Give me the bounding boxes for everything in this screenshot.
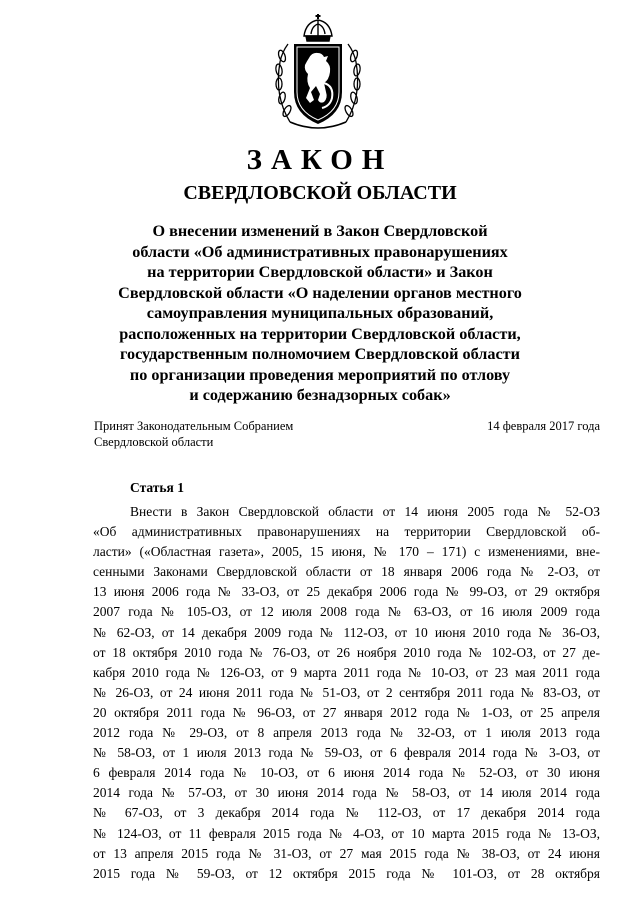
issuing-region-heading: СВЕРДЛОВСКОЙ ОБЛАСТИ <box>183 182 457 204</box>
article-body-line: от 13 апреля 2015 года № 31-ОЗ, от 27 мая 2015 года № 38-ОЗ, от 24 июня <box>93 845 600 861</box>
law-title-line: самоуправления муниципальных образований, <box>146 304 494 322</box>
article-body-line: 6 февраля 2014 года № 10-ОЗ, от 6 июня 2014 года № 52-ОЗ, от 30 июня <box>93 765 600 781</box>
document-type-heading: ЗАКОН <box>246 144 394 176</box>
article-body-line: № 58-ОЗ, от 1 июля 2013 года № 59-ОЗ, от 6 февраля 2014 года № 3-ОЗ, от <box>93 745 600 761</box>
article-heading: Статья 1 <box>130 480 184 495</box>
article-body-line: 2007 года № 105-ОЗ, от 12 июля 2008 года № 63-ОЗ, от 16 июля 2009 года <box>93 604 600 620</box>
law-title-line: расположенных на территории Свердловской области, <box>119 324 521 343</box>
article-body-line: 13 июня 2006 года № 33-ОЗ, от 25 декабря 2006 года № 99-ОЗ, от 29 октября <box>93 584 600 600</box>
article-body-line: № 26-ОЗ, от 24 июня 2011 года № 51-ОЗ, от 2 сентября 2011 года № 83-ОЗ, от <box>93 684 600 700</box>
law-title-line: О внесении изменений в Закон Свердловской <box>152 222 488 240</box>
article-body-line: 2012 года № 29-ОЗ, от 8 апреля 2013 года № 32-ОЗ, от 1 июля 2013 года <box>93 725 600 741</box>
law-title-line: области «Об административных правонарушениях <box>132 242 508 261</box>
adopted-by-note <box>94 418 293 450</box>
adoption-date: 14 февраля 2017 года <box>487 419 600 433</box>
article-body-line: «Об административных правонарушениях на территории Свердловской об- <box>93 524 600 540</box>
article-body-line: 20 октября 2011 года № 96-ОЗ, от 27 января 2012 года № 1-ОЗ, от 25 апреля <box>93 704 600 720</box>
article-body-line: № 62-ОЗ, от 14 декабря 2009 года № 112-ОЗ, от 10 июня 2010 года № 36-ОЗ, <box>93 624 600 640</box>
article-body-line: ласти» («Областная газета», 2005, 15 июня, № 170 – 171) с изменениями, вне- <box>93 544 600 560</box>
law-title-line: Свердловской области «О наделении органов местного <box>118 283 522 302</box>
article-body <box>93 502 600 884</box>
article-body-line: Внести в Закон Свердловской области от 14 июня 2005 года № 52-ОЗ <box>130 504 600 519</box>
article-body-line: 2014 года № 57-ОЗ, от 30 июня 2014 года № 58-ОЗ, от 14 июля 2014 года <box>93 785 600 801</box>
adopted-by-line: Принят Законодательным Собранием <box>94 419 294 433</box>
crown-icon <box>304 14 332 41</box>
law-title <box>80 221 560 406</box>
article-body-line: № 124-ОЗ, от 11 февраля 2015 года № 4-ОЗ, от 10 марта 2015 года № 13-ОЗ, <box>93 825 600 841</box>
law-title-line: государственным полномочием Свердловской области <box>120 345 520 363</box>
coat-of-arms-emblem <box>268 12 368 138</box>
article-body-line: от 18 октября 2010 года № 76-ОЗ, от 26 ноября 2010 года № 102-ОЗ, от 27 де- <box>93 644 600 660</box>
article-body-line: № 67-ОЗ, от 3 декабря 2014 года № 112-ОЗ, от 17 декабря 2014 года <box>93 805 600 821</box>
article-body-line: 2015 года № 59-ОЗ, от 12 октября 2015 года № 101-ОЗ, от 28 октября <box>93 865 600 881</box>
law-title-line: и содержанию безнадзорных собак» <box>189 386 451 404</box>
law-title-line: по организации проведения мероприятий по отлову <box>129 365 511 384</box>
adopted-by-line: Свердловской области <box>94 435 214 449</box>
law-title-line: на территории Свердловской области» и Закон <box>147 263 493 281</box>
article-body-line: сенными Законами Свердловской области от 18 января 2006 года № 2-ОЗ, от <box>93 564 600 580</box>
article-body-line: кабря 2010 года № 126-ОЗ, от 9 марта 2011 года № 10-ОЗ, от 23 мая 2011 года <box>93 664 600 680</box>
